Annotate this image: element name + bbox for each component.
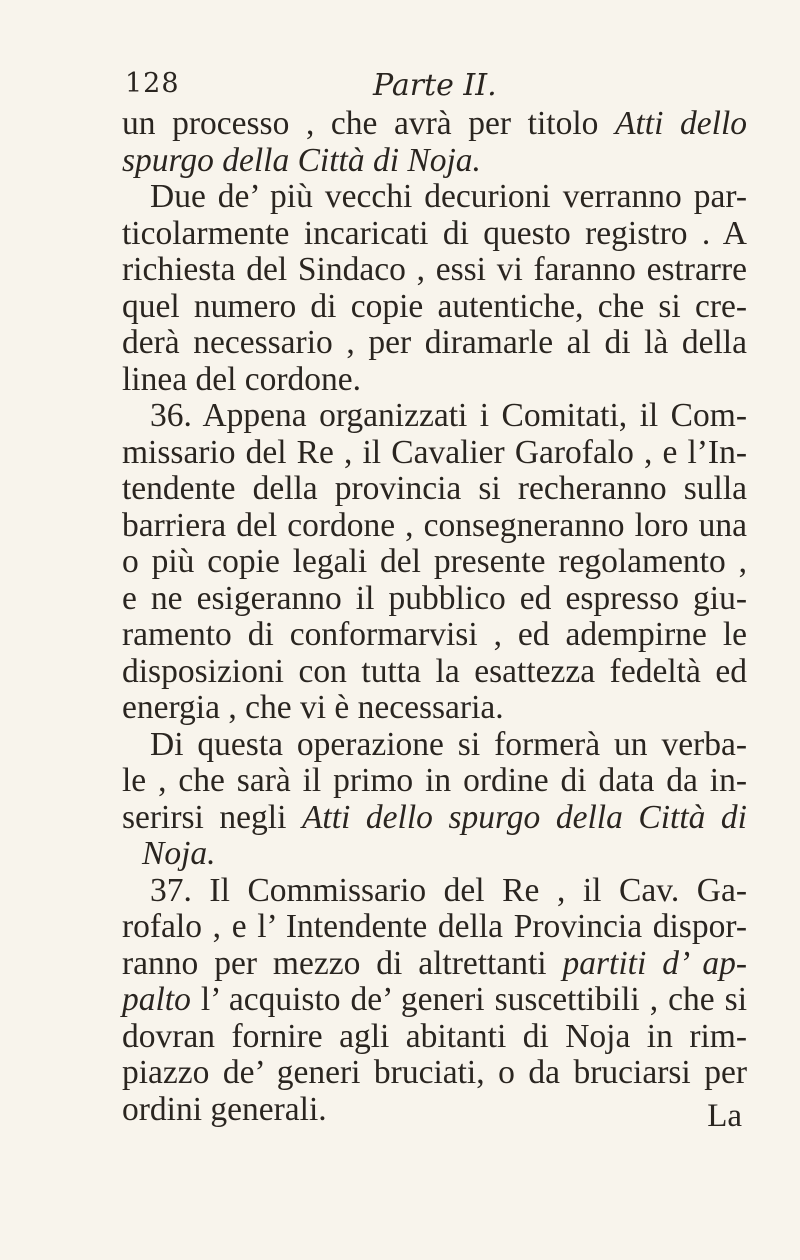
text-line: 37. Il Commissario del Re , il Cav. Ga- [150,871,747,909]
text-line: linea del cordone. [122,360,362,398]
catchword: La [707,1098,742,1134]
text-line: 36. Appena organizzati i Comitati, il Com- [150,397,747,434]
text-line: spurgo della Città di Noja. [122,141,481,179]
text-line: Due de’ più vecchi decurioni verranno par- [150,178,747,215]
paragraph-1 [122,106,747,398]
paragraph-4 [122,873,747,1129]
text-line: Noja. [142,835,216,872]
page-header [125,68,685,108]
paragraph-2 [122,398,747,727]
text-line: barriera del cordone , consegneranno loro una [122,506,747,544]
text-line: quel numero di copie autentiche, che si cre- [122,287,747,325]
text-line: energia , che vi è necessaria. [122,689,504,726]
paragraph-3 [122,727,747,873]
text-line: rofalo , e l’ Intendente della Provincia dispor- [122,908,747,945]
text-line: e ne esigeranno il pubblico ed espresso giu- [122,579,747,617]
text-line: serirsi negli Atti dello spurgo della Città di [122,798,747,836]
page-number: 128 [125,68,180,99]
text-line: le , che sarà il primo in ordine di data da in- [122,762,747,799]
text-line: o più copie legali del presente regolamento , [122,543,747,580]
text-line: richiesta del Sindaco , essi vi faranno estrarre [122,251,747,288]
running-title: Parte II. [373,68,497,103]
text-line: un processo , che avrà per titolo Atti dello [122,105,747,142]
text-line: Di questa operazione si formerà un verba- [150,725,747,763]
text-line: derà necessario , per diramarle al di là della [122,324,747,361]
text-line: palto l’ acquisto de’ generi suscettibili , che si [122,981,747,1018]
text-line: piazzo de’ generi bruciati, o da bruciarsi per [122,1054,747,1091]
text-line: dovran fornire agli abitanti di Noja in rim- [122,1017,747,1055]
body-text [122,106,747,1128]
text-line: ticolarmente incaricati di questo registro . A [122,214,747,252]
text-line: disposizioni con tutta la esattezza fedeltà ed [122,652,747,690]
text-line: ramento di conformarvisi , ed adempirne le [122,616,747,653]
text-line: ranno per mezzo di altrettanti partiti d’ ap- [122,944,747,982]
text-line: tendente della provincia si recheranno sulla [122,470,747,507]
text-line: ordini generali. [122,1090,327,1128]
text-line: missario del Re , il Cavalier Garofalo , e l’In- [122,433,747,471]
